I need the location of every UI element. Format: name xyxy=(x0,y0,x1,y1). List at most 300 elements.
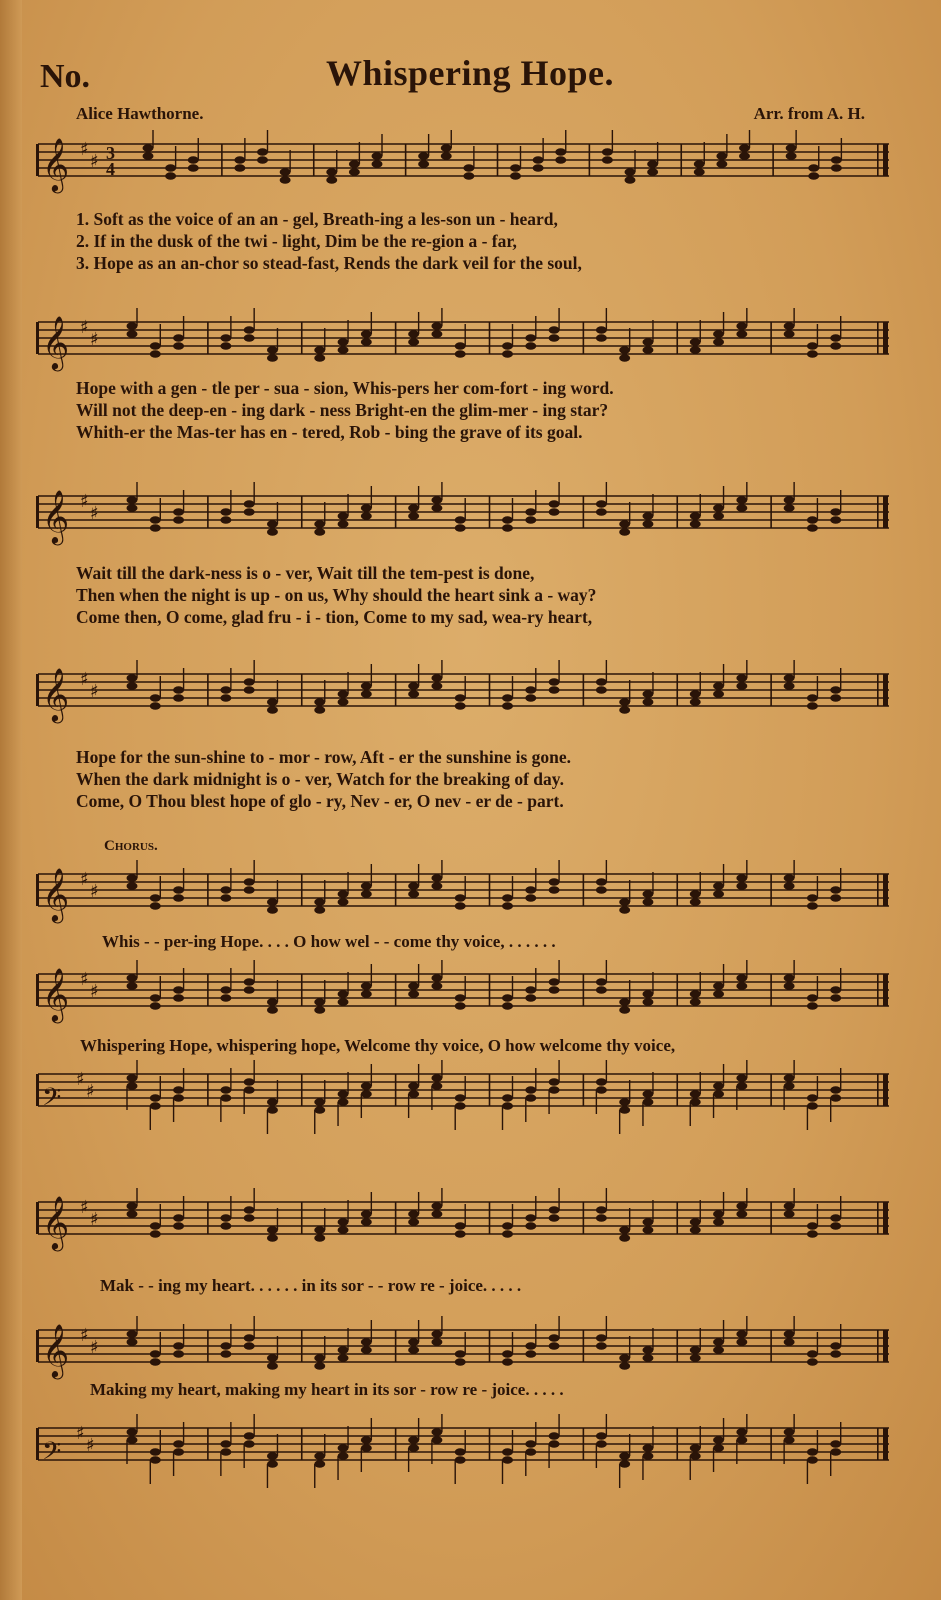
staff-svg-9 xyxy=(30,1316,895,1380)
staff-end-bar xyxy=(883,322,888,354)
note-head xyxy=(150,1002,161,1010)
note-head xyxy=(690,512,701,520)
staff-end-bar xyxy=(877,974,879,1006)
note-head xyxy=(525,1350,536,1358)
note-head xyxy=(361,982,372,990)
note-head xyxy=(596,878,607,886)
lyric-line: Then when the night is up - on us, Why should the heart sink a - way? xyxy=(76,585,597,605)
music-staff-3 xyxy=(30,482,895,552)
note-head xyxy=(431,674,442,682)
note-head xyxy=(642,1098,653,1106)
note-head xyxy=(642,1444,653,1452)
note-head xyxy=(642,698,653,706)
note-head xyxy=(596,678,607,686)
note-head xyxy=(549,978,560,986)
note-head xyxy=(408,1218,419,1226)
note-head xyxy=(314,1234,325,1242)
note-head xyxy=(173,1086,184,1094)
note-head xyxy=(830,694,841,702)
note-head xyxy=(642,338,653,346)
note-head xyxy=(220,516,231,524)
note-head xyxy=(408,1082,419,1090)
note-head xyxy=(431,882,442,890)
note-head xyxy=(173,694,184,702)
note-head xyxy=(220,1094,231,1102)
note-head xyxy=(690,1218,701,1226)
sharp-icon: ♯ xyxy=(90,681,99,703)
note-head xyxy=(408,1436,419,1444)
note-head xyxy=(690,690,701,698)
lyric-line: Will not the deep-en - ing dark - ness Bright-en the glim-mer - ing star? xyxy=(76,400,609,420)
note-head xyxy=(314,1452,325,1460)
note-head xyxy=(807,516,818,524)
note-head xyxy=(784,882,795,890)
lyric-line: When the dark midnight is o - ver, Watch for the breaking of day. xyxy=(76,769,564,789)
note-head xyxy=(349,168,360,176)
lyric-line: 2. If in the dusk of the twi - light, Dim be the re-gion a - far, xyxy=(76,231,517,251)
note-head xyxy=(694,168,705,176)
note-head xyxy=(830,1086,841,1094)
note-head xyxy=(314,1098,325,1106)
note-head xyxy=(525,334,536,342)
note-head xyxy=(127,674,138,682)
note-head xyxy=(431,1082,442,1090)
note-head xyxy=(280,168,291,176)
note-head xyxy=(502,702,513,710)
note-head xyxy=(338,998,349,1006)
note-head xyxy=(596,986,607,994)
note-head xyxy=(408,512,419,520)
note-head xyxy=(150,1448,161,1456)
note-head xyxy=(150,1456,161,1464)
note-head xyxy=(338,698,349,706)
note-head xyxy=(784,982,795,990)
chorus-alto-staff-2 xyxy=(30,1316,895,1380)
note-head xyxy=(455,902,466,910)
note-head xyxy=(220,686,231,694)
staff-start-bar xyxy=(36,1428,39,1460)
staff-end-bar xyxy=(883,144,888,176)
note-head xyxy=(830,1350,841,1358)
verse-block-2 xyxy=(76,377,856,443)
note-head xyxy=(127,882,138,890)
note-head xyxy=(267,1098,278,1106)
note-head xyxy=(690,1444,701,1452)
note-head xyxy=(455,516,466,524)
note-head xyxy=(713,990,724,998)
note-head xyxy=(338,1218,349,1226)
note-head xyxy=(267,1452,278,1460)
note-head xyxy=(338,512,349,520)
chorus-soprano-staff-2 xyxy=(30,1188,895,1258)
note-head xyxy=(807,894,818,902)
note-head xyxy=(408,682,419,690)
note-head xyxy=(784,1210,795,1218)
note-head xyxy=(525,986,536,994)
note-head xyxy=(642,1090,653,1098)
note-head xyxy=(808,172,819,180)
sharp-icon: ♯ xyxy=(80,317,89,339)
note-head xyxy=(690,698,701,706)
note-head xyxy=(338,1346,349,1354)
note-head xyxy=(713,682,724,690)
note-head xyxy=(549,1214,560,1222)
note-head xyxy=(244,1334,255,1342)
note-head xyxy=(127,1082,138,1090)
note-head xyxy=(596,500,607,508)
note-head xyxy=(830,1094,841,1102)
note-head xyxy=(314,1362,325,1370)
note-head xyxy=(361,1090,372,1098)
note-head xyxy=(713,982,724,990)
note-head xyxy=(431,1330,442,1338)
sharp-icon: ♯ xyxy=(80,139,89,161)
note-head xyxy=(244,1214,255,1222)
note-head xyxy=(549,508,560,516)
note-head xyxy=(736,1210,747,1218)
note-head xyxy=(127,1436,138,1444)
note-head xyxy=(150,350,161,358)
note-head xyxy=(784,330,795,338)
note-head xyxy=(314,528,325,536)
sharp-icon: ♯ xyxy=(90,329,99,351)
note-head xyxy=(165,164,176,172)
note-head xyxy=(455,1448,466,1456)
staff-svg-4 xyxy=(30,660,895,730)
note-head xyxy=(173,342,184,350)
note-head xyxy=(830,894,841,902)
note-head xyxy=(431,322,442,330)
note-head xyxy=(220,1342,231,1350)
chorus-lyric-alto-2: Making my heart, making my heart in its sor - row re - joice. . . . . xyxy=(90,1380,564,1399)
note-head xyxy=(713,690,724,698)
note-head xyxy=(127,1210,138,1218)
note-head xyxy=(690,1090,701,1098)
verse-block-3 xyxy=(76,562,856,628)
note-head xyxy=(690,1354,701,1362)
note-head xyxy=(596,1086,607,1094)
note-head xyxy=(338,690,349,698)
note-head xyxy=(408,982,419,990)
note-head xyxy=(244,1440,255,1448)
note-head xyxy=(244,886,255,894)
note-head xyxy=(784,1074,795,1082)
note-head xyxy=(244,686,255,694)
note-head xyxy=(549,1334,560,1342)
staff-end-bar xyxy=(877,1428,879,1460)
sharp-icon: ♯ xyxy=(90,503,99,525)
note-head xyxy=(596,1078,607,1086)
chorus-lyric-alto-1: Whispering Hope, whispering hope, Welcome thy voice, O how welcome thy voice, xyxy=(80,1036,676,1055)
note-head xyxy=(220,1214,231,1222)
note-head xyxy=(786,152,797,160)
note-head xyxy=(127,496,138,504)
note-head xyxy=(338,1090,349,1098)
staff-end-bar xyxy=(877,1330,879,1362)
note-head xyxy=(338,520,349,528)
note-head xyxy=(267,1234,278,1242)
note-head xyxy=(525,1440,536,1448)
note-head xyxy=(431,1202,442,1210)
note-head xyxy=(338,1452,349,1460)
note-head xyxy=(525,894,536,902)
staff-end-bar xyxy=(883,496,888,528)
note-head xyxy=(830,1342,841,1350)
music-staff-1 xyxy=(30,130,895,194)
note-head xyxy=(502,994,513,1002)
verse-block-4 xyxy=(76,746,856,812)
note-head xyxy=(338,898,349,906)
staff-start-bar xyxy=(36,1330,39,1362)
note-head xyxy=(736,504,747,512)
note-head xyxy=(807,1102,818,1110)
note-head xyxy=(267,354,278,362)
note-head xyxy=(549,878,560,886)
note-head xyxy=(549,334,560,342)
note-head xyxy=(165,172,176,180)
hymn-number-label: No. xyxy=(40,58,91,95)
note-head xyxy=(361,1346,372,1354)
note-head xyxy=(361,1444,372,1452)
note-head xyxy=(713,1346,724,1354)
note-head xyxy=(596,1342,607,1350)
note-head xyxy=(690,1226,701,1234)
note-head xyxy=(830,342,841,350)
note-head xyxy=(455,524,466,532)
note-head xyxy=(525,694,536,702)
note-head xyxy=(173,1214,184,1222)
note-head xyxy=(338,338,349,346)
note-head xyxy=(642,512,653,520)
note-head xyxy=(690,520,701,528)
note-head xyxy=(361,1338,372,1346)
note-head xyxy=(314,1006,325,1014)
note-head xyxy=(549,326,560,334)
note-head xyxy=(713,338,724,346)
note-head xyxy=(739,152,750,160)
note-head xyxy=(408,890,419,898)
note-head xyxy=(220,894,231,902)
note-head xyxy=(690,1098,701,1106)
lyric-line: Whith-er the Mas-ter has en - tered, Rob - bing the grave of its goal. xyxy=(76,422,583,442)
note-head xyxy=(525,1214,536,1222)
note-head xyxy=(349,160,360,168)
note-head xyxy=(173,1448,184,1456)
note-head xyxy=(736,1428,747,1436)
note-head xyxy=(716,160,727,168)
note-head xyxy=(713,1218,724,1226)
note-head xyxy=(549,986,560,994)
staff-end-bar xyxy=(883,974,888,1006)
note-head xyxy=(314,354,325,362)
sharp-icon: ♯ xyxy=(76,1423,85,1445)
lyric-line: 1. Soft as the voice of an an - gel, Breath-ing a les-son un - heard, xyxy=(76,209,558,229)
note-head xyxy=(625,176,636,184)
note-head xyxy=(431,1074,442,1082)
note-head xyxy=(525,686,536,694)
note-head xyxy=(338,1444,349,1452)
note-head xyxy=(596,1214,607,1222)
note-head xyxy=(830,334,841,342)
staff-end-bar xyxy=(883,874,888,906)
staff-start-bar xyxy=(36,974,39,1006)
note-head xyxy=(502,1094,513,1102)
staff-end-bar xyxy=(883,1330,888,1362)
note-head xyxy=(361,690,372,698)
note-head xyxy=(619,1452,630,1460)
staff-start-bar xyxy=(36,674,39,706)
note-head xyxy=(549,1440,560,1448)
note-head xyxy=(244,326,255,334)
staff-svg-3 xyxy=(30,482,895,552)
note-head xyxy=(525,1086,536,1094)
note-head xyxy=(361,890,372,898)
note-head xyxy=(220,1448,231,1456)
note-head xyxy=(127,982,138,990)
note-head xyxy=(830,986,841,994)
note-head xyxy=(127,504,138,512)
note-head xyxy=(234,164,245,172)
note-head xyxy=(441,152,452,160)
note-head xyxy=(502,1456,513,1464)
note-head xyxy=(361,330,372,338)
note-head xyxy=(372,152,383,160)
note-head xyxy=(408,330,419,338)
note-head xyxy=(713,330,724,338)
staff-end-bar xyxy=(883,1202,888,1234)
note-head xyxy=(694,160,705,168)
note-head xyxy=(690,898,701,906)
note-head xyxy=(173,894,184,902)
note-head xyxy=(455,350,466,358)
hymn-header xyxy=(40,52,900,95)
note-head xyxy=(244,986,255,994)
note-head xyxy=(525,994,536,1002)
note-head xyxy=(361,1210,372,1218)
note-head xyxy=(173,994,184,1002)
note-head xyxy=(408,1090,419,1098)
note-head xyxy=(736,330,747,338)
note-head xyxy=(244,878,255,886)
note-head xyxy=(807,994,818,1002)
note-head xyxy=(431,982,442,990)
staff-start-bar xyxy=(36,144,39,176)
note-head xyxy=(807,350,818,358)
note-head xyxy=(431,1436,442,1444)
note-head xyxy=(267,998,278,1006)
note-head xyxy=(431,874,442,882)
note-head xyxy=(127,1074,138,1082)
note-head xyxy=(127,1202,138,1210)
sharp-icon: ♯ xyxy=(90,881,99,903)
note-head xyxy=(267,1362,278,1370)
note-head xyxy=(739,144,750,152)
note-head xyxy=(361,1082,372,1090)
note-head xyxy=(619,1362,630,1370)
note-head xyxy=(596,334,607,342)
note-head xyxy=(596,886,607,894)
note-head xyxy=(642,1226,653,1234)
note-head xyxy=(150,342,161,350)
note-head xyxy=(173,1342,184,1350)
page-edge xyxy=(0,0,22,1600)
note-head xyxy=(127,1338,138,1346)
note-head xyxy=(127,682,138,690)
note-head xyxy=(830,994,841,1002)
note-head xyxy=(220,342,231,350)
sharp-icon: ♯ xyxy=(76,1069,85,1091)
note-head xyxy=(807,1230,818,1238)
note-head xyxy=(830,1448,841,1456)
note-head xyxy=(784,1330,795,1338)
note-head xyxy=(455,702,466,710)
note-head xyxy=(220,886,231,894)
note-head xyxy=(234,156,245,164)
note-head xyxy=(736,322,747,330)
note-head xyxy=(338,1098,349,1106)
note-head xyxy=(314,698,325,706)
note-head xyxy=(267,898,278,906)
sharp-icon: ♯ xyxy=(90,1209,99,1231)
note-head xyxy=(690,338,701,346)
note-head xyxy=(314,1460,325,1468)
note-head xyxy=(830,886,841,894)
treble-clef-icon: 𝄞 xyxy=(42,1195,70,1249)
note-head xyxy=(736,1338,747,1346)
note-head xyxy=(807,1222,818,1230)
note-head xyxy=(807,1448,818,1456)
note-head xyxy=(713,1444,724,1452)
note-head xyxy=(314,346,325,354)
note-head xyxy=(690,346,701,354)
note-head xyxy=(267,1106,278,1114)
note-head xyxy=(455,1358,466,1366)
note-head xyxy=(326,176,337,184)
note-head xyxy=(455,1102,466,1110)
note-head xyxy=(713,1436,724,1444)
note-head xyxy=(408,1338,419,1346)
note-head xyxy=(455,894,466,902)
note-head xyxy=(314,520,325,528)
note-head xyxy=(408,1444,419,1452)
note-head xyxy=(525,508,536,516)
treble-clef-icon: 𝄞 xyxy=(42,137,70,191)
note-head xyxy=(713,890,724,898)
note-head xyxy=(713,1090,724,1098)
sharp-icon: ♯ xyxy=(80,491,89,513)
note-head xyxy=(619,528,630,536)
note-head xyxy=(713,512,724,520)
note-head xyxy=(502,524,513,532)
note-head xyxy=(188,164,199,172)
note-head xyxy=(642,1346,653,1354)
note-head xyxy=(188,156,199,164)
time-signature-bottom: 4 xyxy=(106,159,115,180)
note-head xyxy=(127,874,138,882)
treble-clef-icon: 𝄞 xyxy=(42,1323,70,1377)
note-head xyxy=(830,686,841,694)
note-head xyxy=(807,1002,818,1010)
note-head xyxy=(314,1354,325,1362)
note-head xyxy=(220,508,231,516)
note-head xyxy=(455,1456,466,1464)
music-staff-2 xyxy=(30,308,895,372)
note-head xyxy=(314,1106,325,1114)
note-head xyxy=(807,1350,818,1358)
note-head xyxy=(619,1460,630,1468)
note-head xyxy=(549,1086,560,1094)
note-head xyxy=(418,160,429,168)
